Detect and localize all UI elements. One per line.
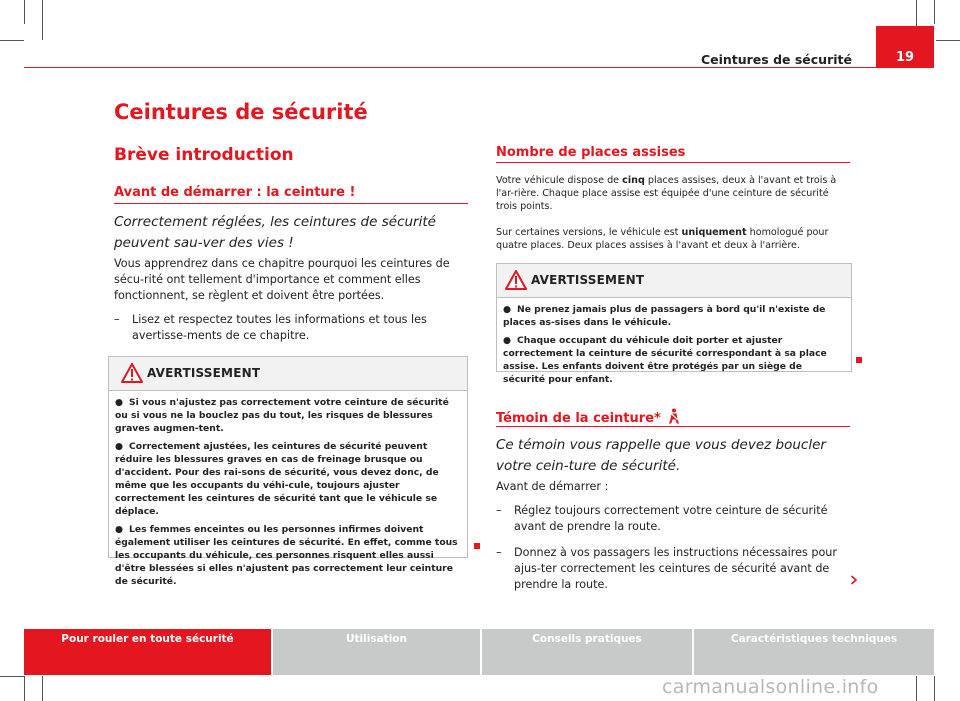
list-item: – Donnez à vos passagers les instructions nécessaires pour ajus-ter correctement les ceintures de sécurité avant de prendre la route. — [496, 546, 837, 591]
section-end-marker — [474, 543, 480, 549]
crop-mark — [934, 676, 935, 701]
heading-nombre-places: Nombre de places assises — [496, 145, 686, 160]
section-subtitle: Brève introduction — [114, 145, 294, 165]
heading-rule — [114, 203, 468, 204]
warning-item: ● Les femmes enceintes ou les personnes infirmes doivent également utiliser les ceintures de sécurité. En effet, comme tous les occupants du véhicule, ces personnes risquent elles aussi d'être blessées si elles n'ajustent pas correctement leur ceinture de sécurité. — [115, 524, 458, 587]
crop-mark — [936, 40, 960, 41]
warning-title: AVERTISSEMENT — [147, 366, 261, 380]
warning-item: ● Chaque occupant du véhicule doit porter et ajuster correctement la ceinture de sécurité correspondant à sa place assise. Les enfants doivent être protégés par un siège de sécurité pour enfant. — [503, 335, 827, 385]
running-header-title: Ceintures de sécurité — [700, 52, 852, 67]
crop-mark — [42, 0, 43, 40]
lead-text: Ce témoin vous rappelle que vous devez boucler votre cein-ture de sécurité. — [496, 437, 826, 474]
warning-triangle-icon — [121, 363, 143, 383]
warning-header — [497, 264, 851, 298]
section-end-marker — [856, 357, 862, 363]
warning-header — [109, 357, 467, 391]
places-paragraph-1: Votre véhicule dispose de cinq places assises, deux à l'avant et trois à l'ar-rière. Chaque place assise est équipée d'une ceinture de sécurité trois points. — [496, 175, 837, 212]
crop-mark — [916, 676, 917, 701]
page-title: Ceintures de sécurité — [114, 100, 368, 124]
places-paragraph-2: Sur certaines versions, le véhicule est uniquement homologué pour quatre places. Deux places assises à l'avant et deux à l'arrière. — [496, 227, 829, 251]
crop-mark — [24, 676, 25, 701]
seatbelt-icon — [668, 408, 680, 424]
crop-mark — [0, 40, 24, 41]
footer-tab-caracteristiques[interactable]: Caractéristiques techniques — [694, 629, 934, 675]
heading-rule — [496, 426, 850, 427]
warning-body — [497, 298, 851, 386]
footer-tab-securite[interactable]: Pour rouler en toute sécurité — [24, 629, 271, 675]
warning-box — [496, 263, 852, 385]
warning-triangle-icon — [505, 270, 527, 290]
watermark: carmanualsonline.info — [662, 676, 879, 698]
continue-arrow-icon — [850, 575, 858, 585]
crop-mark — [934, 0, 935, 24]
intro-paragraph: Vous apprendrez dans ce chapitre pourquoi les ceintures de sécu-rité ont tellement d'importance et comment elles fonctionnent, se règlent et doivent être portées. — [114, 257, 450, 302]
warning-body — [109, 391, 467, 588]
crop-mark — [24, 0, 25, 24]
heading-temoin-ceinture: Témoin de la ceinture* — [496, 408, 680, 426]
list-item: – Réglez toujours correctement votre ceinture de sécurité avant de prendre la route. — [496, 504, 828, 533]
heading-rule — [496, 162, 850, 163]
page-number: 19 — [895, 50, 915, 65]
warning-item: ● Ne prenez jamais plus de passagers à bord qu'il n'existe de places as-sises dans le véhicule. — [503, 304, 826, 328]
heading-avant-de-demarrer: Avant de démarrer : la ceinture ! — [114, 185, 356, 200]
crop-mark — [0, 676, 24, 677]
crop-mark — [42, 676, 43, 701]
list-item: – Lisez et respectez toutes les informations et tous les avertisse-ments de ce chapitre. — [114, 313, 427, 342]
footer-tab-conseils[interactable]: Conseils pratiques — [482, 629, 692, 675]
warning-box — [108, 356, 468, 587]
intro-paragraph: Avant de démarrer : — [496, 480, 609, 493]
warning-item: ● Correctement ajustées, les ceintures de sécurité peuvent réduire les blessures graves en cas de freinage brusque ou d'accident. Pour des rai-sons de sécurité, vous devez donc, de même que les occupants du véhi-cule, toujours ajuster correctement les ceintures de sécurité tant que le véhicule se déplace. — [115, 441, 439, 517]
lead-text: Correctement réglées, les ceintures de sécurité peuvent sau-ver des vies ! — [114, 214, 436, 251]
footer-tab-utilisation[interactable]: Utilisation — [273, 629, 480, 675]
warning-item: ● Si vous n'ajustez pas correctement votre ceinture de sécurité ou si vous ne la bouclez pas du tout, les risques de blessures graves augmen-tent. — [115, 397, 449, 434]
warning-title: AVERTISSEMENT — [531, 273, 645, 287]
header-rule — [24, 67, 934, 68]
